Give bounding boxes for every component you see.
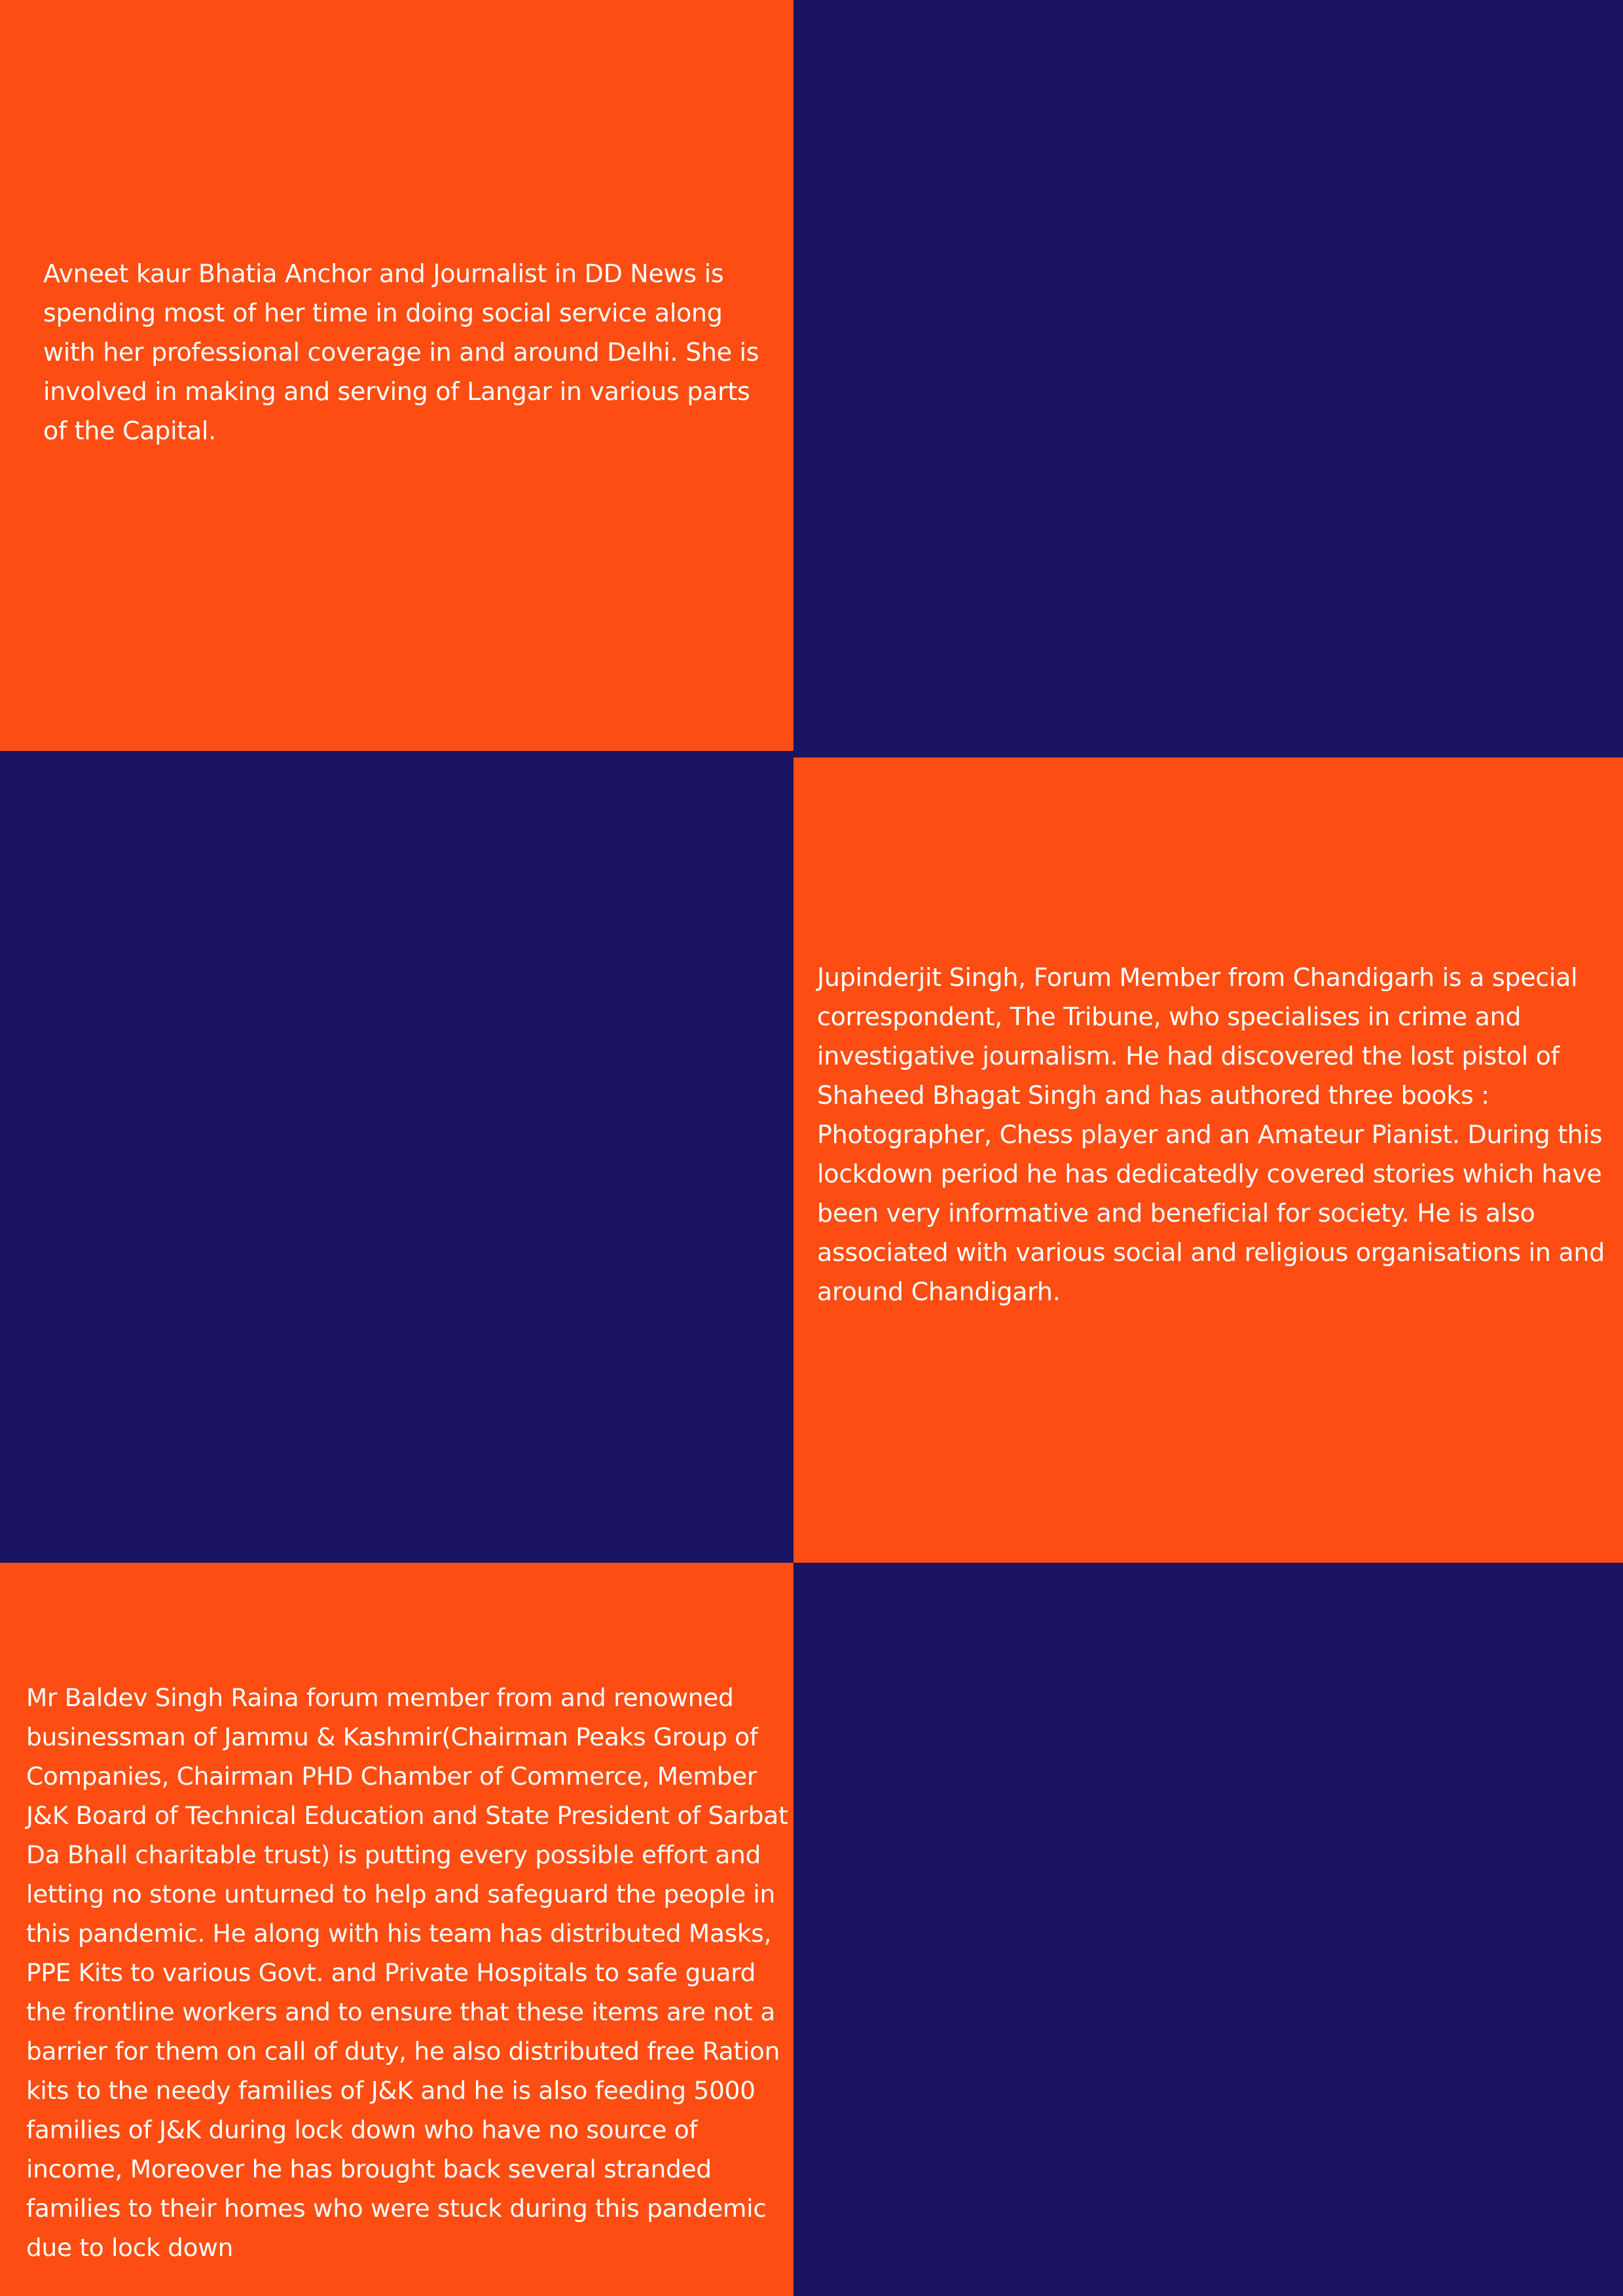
profile-2-bio: Jupinderjit Singh, Forum Member from Chandigarh is a special correspondent, The Tribune, who specialises in crime and investigative journalism. He had discovered the lost pistol of Shaheed Bhagat Singh and has authored three books : Photographer, Chess player and an Amateur Pianist. During this lockdown period he has dedicatedly covered stories which have been very informative and beneficial for society. He is also associated with various social and religious organisations in and around Chandigarh. [817,963,1605,1306]
profile-2-bio-panel [793,757,1623,1563]
profile-3-bio: Mr Baldev Singh Raina forum member from and renowned businessman of Jammu & Kashmir(Chairman Peaks Group of Companies, Chairman PHD Chamber of Commerce, Member J&K Board of Technical Education and State President of Sarbat Da Bhall charitable trust) is putting every possible effort and letting no stone unturned to help and safeguard the people in this pandemic. He along with his team has distributed Masks, PPE Kits to various Govt. and Private Hospitals to safe guard the frontline workers and to ensure that these items are not a barrier for them on call of duty, he also distributed free Ration kits to the needy families of J&K and he is also feeding 5000 families of J&K during lock down who have no source of income, Moreover he has brought back several stranded families to their homes who were stuck during this pandemic due to lock down [26,1683,788,2262]
profile-2-photo-panel [0,751,793,1563]
profile-3-photo-panel [793,1563,1623,2296]
profile-1-bio: Avneet kaur Bhatia Anchor and Journalist in DD News is spending most of her time in doing social service along with her professional coverage in and around Delhi. She is involved in making and serving of Langar in various parts of the Capital. [43,259,759,445]
profile-1-photo-panel [793,0,1623,751]
profile-1-bio-panel [0,0,793,751]
profile-3-bio-panel [0,1563,793,2296]
